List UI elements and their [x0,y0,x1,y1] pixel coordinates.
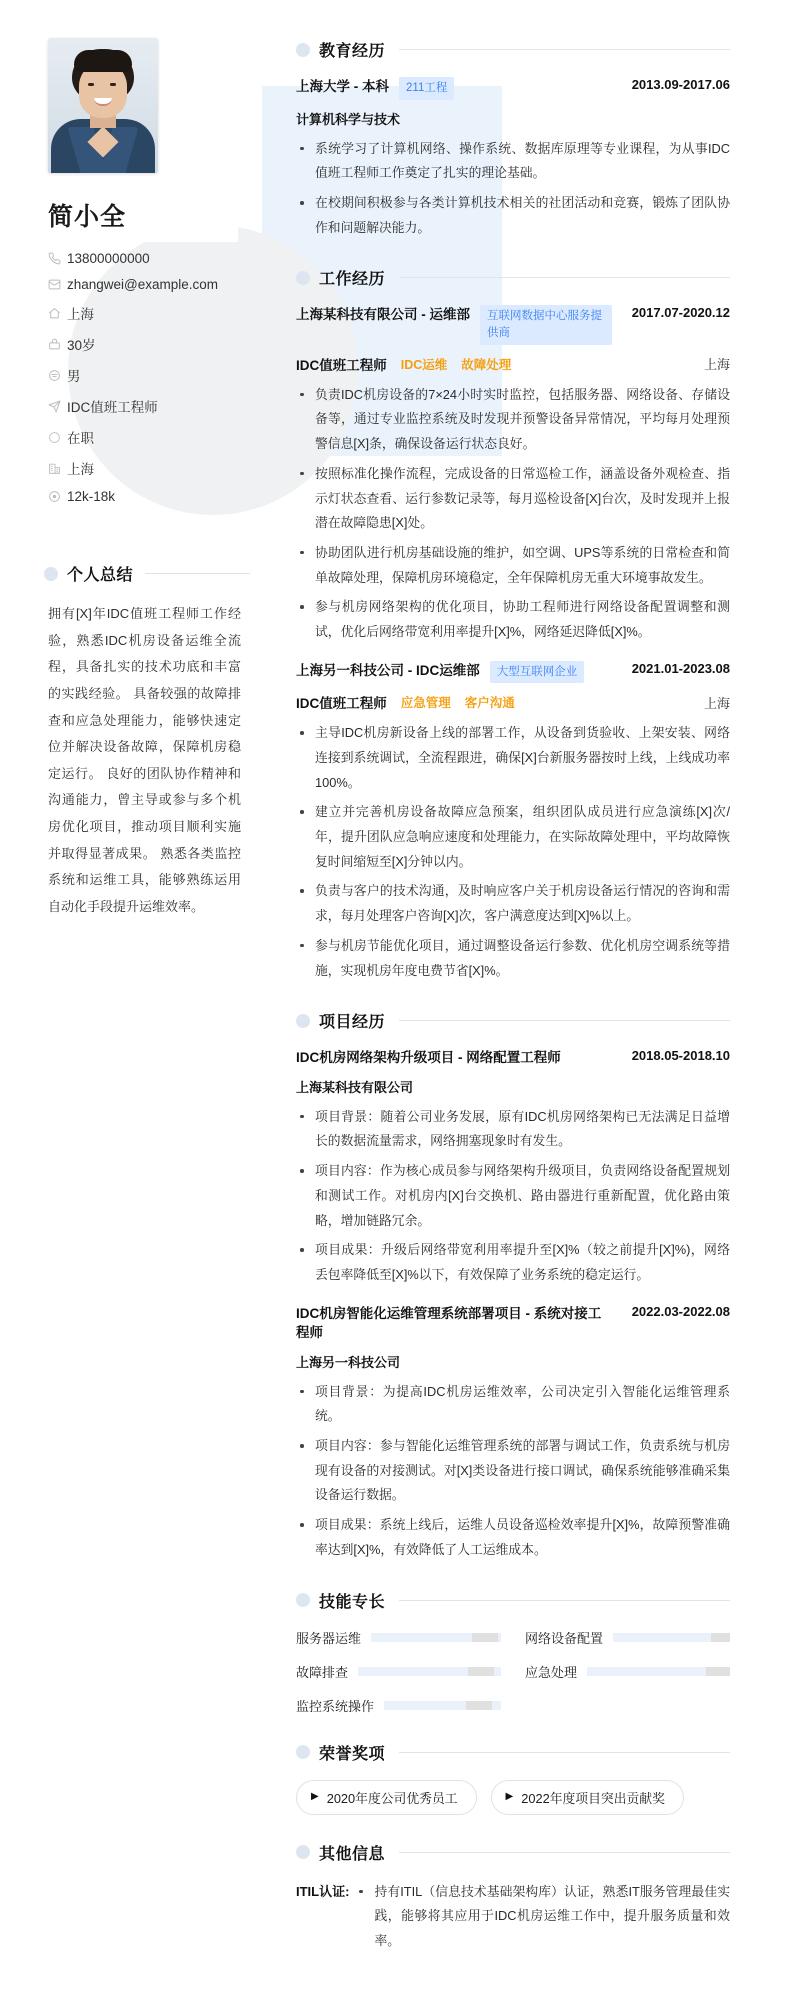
section-header-projects [296,1009,730,1032]
section-dot-icon [296,43,310,57]
work-location: 上海 [703,695,730,711]
work-role-row [296,354,730,374]
contact-item-gender [48,365,262,385]
skill-label: 应急处理 [525,1664,578,1680]
work-tag: IDC运维 [400,357,448,372]
list-item: 项目成果：升级后网络带宽利用率提升至[X]%（较之前提升[X]%)，网络丢包率降低至[X]%以下，有效保障了业务系统的稳定运行。 [296,1238,730,1287]
honors-list [296,1780,730,1815]
list-item: 项目背景：为提高IDC机房运维效率，公司决定引入智能化运维管理系统。 [296,1380,730,1429]
section-dot-icon [296,1845,310,1859]
contact-value-age: 30岁 [67,338,96,353]
section-skills [296,1589,730,1715]
section-title-projects: 项目经历 [319,1014,386,1032]
section-rule [399,49,730,50]
list-item: 协助团队进行机房基础设施的维护，如空调、UPS等系统的日常检查和简单故障处理，保障机房环境稳定，全年保障机房无重大环境事故发生。 [296,541,730,590]
education-org: 上海大学 - 本科 [296,79,389,94]
salary-icon [48,490,67,503]
section-dot-icon [44,567,58,581]
other-row [296,1880,730,1954]
list-item: 项目背景：随着公司业务发展，原有IDC机房网络架构已无法满足日益增长的数据流量需求，网络拥塞现象时有发生。 [296,1105,730,1154]
skill-label: 故障排查 [296,1664,349,1680]
contact-value-position: IDC值班工程师 [67,400,158,415]
skill-row [296,1662,501,1681]
skill-label: 服务器运维 [296,1630,362,1646]
section-title-skills: 技能专长 [319,1593,386,1611]
skill-progress-cap [468,1667,494,1676]
honor-chip[interactable] [491,1780,684,1815]
project-bullets [296,1105,730,1288]
list-item: 建立并完善机房设备故障应急预案，组织团队成员进行应急演练[X]次/年，提升团队应急响应速度和处理能力，在实际故障处理中，平均故障恢复时间缩短至[X]分钟以内。 [296,800,730,874]
contact-item-salary [48,489,262,504]
section-projects [296,1009,730,1562]
work-bullets [296,721,730,983]
skill-progress-cap [472,1633,498,1642]
other-bullets [355,1880,730,1954]
project-entry-header [296,1304,730,1343]
project-title: IDC机房网络架构升级项目 - 网络配置工程师 [296,1050,561,1066]
status-icon [48,431,67,444]
list-item: 参与机房节能优化项目，通过调整设备运行参数、优化机房空调系统等措施，实现机房年度电费节省[X]%。 [296,934,730,983]
section-header-education [296,38,730,61]
list-item: 主导IDC机房新设备上线的部署工作，从设备到货验收、上架安装、网络连接到系统调试，全流程跟进，确保[X]台新服务器按时上线，上线成功率100%。 [296,721,730,795]
skill-row [525,1662,730,1681]
section-rule [399,277,730,278]
contact-value-phone: 13800000000 [67,251,150,266]
skill-row [525,1628,730,1647]
section-title-education: 教育经历 [319,43,386,60]
section-other [296,1841,730,1954]
list-item: 在校期间积极参与各类计算机技术相关的社团活动和竞赛，锻炼了团队协作和问题解决能力。 [296,191,730,240]
email-icon [48,278,67,291]
skill-progress-bar [358,1667,501,1676]
section-rule [399,1600,730,1601]
list-item: 负责与客户的技术沟通，及时响应客户关于机房设备运行情况的咨询和需求，每月处理客户咨询[X]次，客户满意度达到[X]%以上。 [296,879,730,928]
work-date: 2017.07-2020.12 [631,305,730,321]
skill-row [296,1696,501,1715]
section-rule [399,1852,730,1853]
work-role: IDC值班工程师 [296,696,387,712]
contact-item-city [48,458,262,478]
gender-icon [48,369,67,382]
project-entry-header [296,1048,730,1068]
section-title-summary: 个人总结 [67,567,134,584]
work-entry-header [296,661,730,684]
skill-progress-cap [706,1667,730,1676]
section-header-other [296,1841,730,1864]
list-item: 系统学习了计算机网络、操作系统、数据库原理等专业课程，为从事IDC值班工程师工作奠定了扎实的理论基础。 [296,137,730,186]
section-title-other: 其他信息 [319,1845,386,1863]
section-work [296,266,730,983]
skill-progress-bar [613,1633,730,1642]
contact-value-status: 在职 [67,431,94,446]
section-title-work: 工作经历 [319,271,386,289]
skill-progress-cap [711,1633,730,1642]
skills-grid [296,1628,730,1715]
project-company: 上海另一科技公司 [296,1354,401,1370]
project-company: 上海某科技有限公司 [296,1079,414,1095]
list-item: 项目成果：系统上线后，运维人员设备巡检效率提升[X]%，故障预警准确率达到[X]%，有效降低了人工运维成本。 [296,1513,730,1562]
skill-progress-bar [384,1701,501,1710]
contact-value-email: zhangwei@example.com [67,277,219,292]
contact-item-home [48,303,262,323]
skill-label: 监控系统操作 [296,1698,375,1714]
education-badge: 211工程 [399,77,454,100]
other-label: ITIL认证: [296,1883,350,1899]
section-header-skills [296,1589,730,1612]
education-major: 计算机科学与技术 [296,111,401,127]
project-title: IDC机房智能化运维管理系统部署项目 - 系统对接工程师 [296,1305,602,1341]
honor-chip[interactable] [296,1780,477,1815]
skill-label: 网络设备配置 [525,1630,604,1646]
section-rule [399,1020,730,1021]
contact-value-gender: 男 [67,369,81,384]
section-header-summary [44,562,262,585]
list-item: 负责IDC机房设备的7×24小时实时监控，包括服务器、网络设备、存储设备等，通过专业监控系统及时发现并预警设备异常情况，平均每月处理预警信息[X]条，确保设备运行状态良好。 [296,383,730,457]
work-location: 上海 [703,357,730,373]
work-tag: 客户沟通 [464,696,515,711]
skill-progress-bar [587,1667,730,1676]
play-icon: ▶ [505,1791,514,1802]
city-icon [48,462,67,475]
project-entry [296,1048,730,1287]
section-dot-icon [296,1593,310,1607]
work-entry [296,305,730,644]
project-entry [296,1304,730,1563]
contact-value-salary: 12k-18k [67,489,116,504]
project-date: 2018.05-2018.10 [631,1048,730,1064]
contact-value-city: 上海 [67,462,94,477]
list-item: 项目内容：作为核心成员参与网络架构升级项目，负责网络设备配置规划和测试工作。对机房内[X]台交换机、路由器进行重新配置，优化路由策略，增加链路冗余。 [296,1159,730,1233]
project-bullets [296,1380,730,1563]
work-role: IDC值班工程师 [296,357,387,373]
phone-icon [48,252,67,265]
section-rule [399,1752,730,1753]
section-honors [296,1741,730,1815]
work-tag: 应急管理 [400,696,451,711]
contact-item-age [48,334,262,354]
education-entry [296,77,730,240]
project-date: 2022.03-2022.08 [631,1303,730,1319]
other-body [355,1880,730,1954]
section-header-honors [296,1741,730,1764]
education-bullets [296,137,730,241]
work-badge: 大型互联网企业 [490,661,585,684]
education-entry-header [296,77,730,100]
skill-progress-cap [466,1701,492,1710]
work-entry-header [296,305,730,344]
work-role-row [296,692,730,712]
work-org: 上海某科技有限公司 - 运维部 [296,307,470,323]
section-education [296,38,730,240]
work-tag: 故障处理 [461,357,512,372]
main-content [262,0,794,2010]
section-title-honors: 荣誉奖项 [319,1745,386,1763]
sidebar [0,0,262,2010]
play-icon: ▶ [311,1791,319,1802]
summary-text: 拥有[X]年IDC值班工程师工作经验，熟悉IDC机房设备运维全流程，具备扎实的技术功底和丰富的实践经验。 具备较强的故障排查和应急处理能力，能够快速定位并解决设备故障，保障机房稳定运行。 良好的团队协作精神和沟通能力，曾主导或参与多个机房优化项目，推动项目顺利实施并取得显著成果。 熟悉各类监控系统和运维工具，能够熟练运用自动化手段提升运维效率。 [48,606,241,915]
list-item: 项目内容：参与智能化运维管理系统的部署与调试工作，负责系统与机房现有设备的对接测试。对[X]类设备进行接口调试，确保系统能够准确采集设备运行数据。 [296,1434,730,1508]
list-item: 按照标准化操作流程，完成设备的日常巡检工作，涵盖设备外观检查、指示灯状态查看、运行参数记录等，每月巡检设备[X]台次，及时发现并上报潜在故障隐患[X]处。 [296,462,730,536]
section-dot-icon [296,1014,310,1028]
contact-item-status [48,427,262,447]
avatar [48,38,158,173]
contact-item-position [48,396,262,416]
contact-item-phone [48,251,262,266]
list-item: 持有ITIL（信息技术基础架构库）认证，熟悉IT服务管理最佳实践，能够将其应用于IDC机房运维工作中，提升服务质量和效率。 [355,1880,730,1954]
section-rule [145,573,250,574]
contact-value-home: 上海 [67,307,94,322]
home-icon [48,307,67,320]
education-date: 2013.09-2017.06 [631,77,730,92]
honor-label: 2020年度公司优秀员工 [326,1790,458,1806]
page-title: 简小全 [48,203,127,231]
section-dot-icon [296,271,310,285]
contact-list [48,251,262,504]
contact-item-email [48,277,262,292]
skill-row [296,1628,501,1647]
section-header-work [296,266,730,289]
work-badge: 互联网数据中心服务提供商 [480,305,612,344]
section-dot-icon [296,1745,310,1759]
skill-progress-bar [371,1633,501,1642]
age-icon [48,338,67,351]
position-icon [48,400,67,413]
work-entry [296,661,730,984]
work-org: 上海另一科技公司 - IDC运维部 [296,662,480,678]
honor-label: 2022年度项目突出贡献奖 [521,1790,665,1806]
work-date: 2021.01-2023.08 [631,660,730,676]
list-item: 参与机房网络架构的优化项目，协助工程师进行网络设备配置调整和测试，优化后网络带宽利用率提升[X]%，网络延迟降低[X]%。 [296,595,730,644]
work-bullets [296,383,730,645]
